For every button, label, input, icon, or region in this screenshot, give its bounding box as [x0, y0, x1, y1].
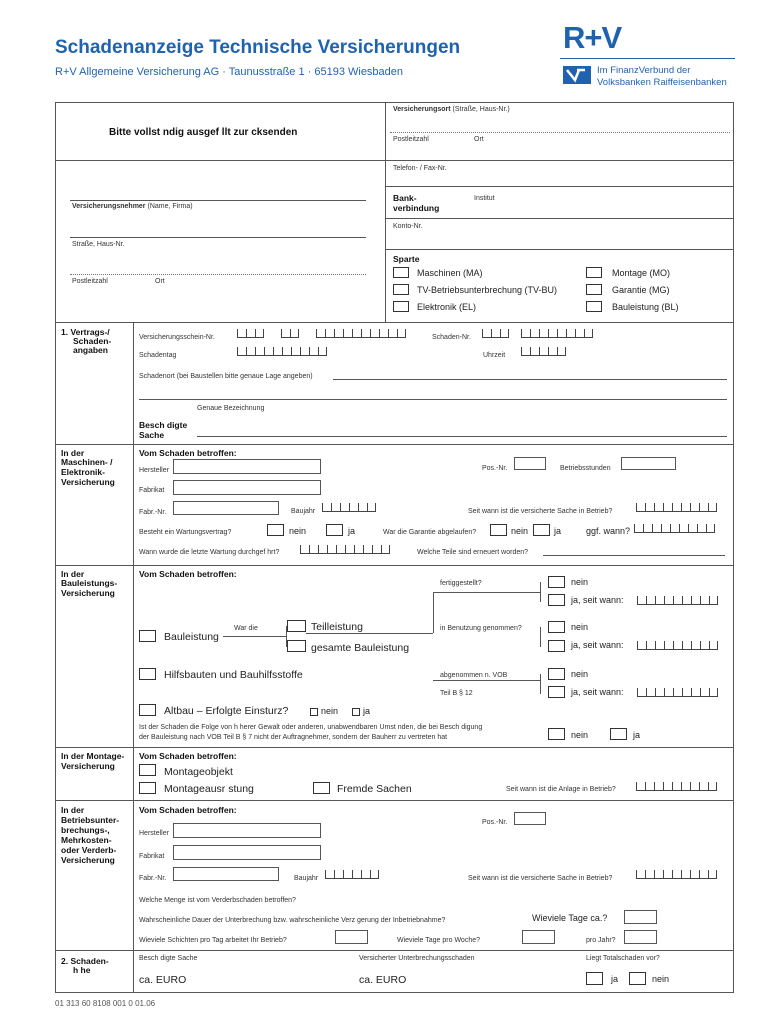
garantie-ja: ja — [554, 526, 562, 536]
teilleistung-label: Teilleistung — [311, 621, 363, 633]
ort2-label: Ort — [155, 278, 165, 285]
versicherungsort-title: Versicherungsort — [393, 106, 451, 113]
garantie-ja-checkbox[interactable] — [533, 524, 550, 536]
s2-unterbr-label: Versicherter Unterbrechungsschaden — [359, 955, 475, 962]
masch-hersteller-field[interactable] — [173, 459, 321, 474]
sparte-montage: Montage (MO) — [612, 268, 671, 278]
abgenommen-nein-checkbox[interactable] — [548, 668, 565, 680]
fertig-ja-seit: ja, seit wann: — [571, 595, 624, 605]
plz2-label: Postleitzahl — [72, 278, 108, 285]
altbau-nein-checkbox[interactable] — [310, 708, 318, 716]
betriebsstunden-field[interactable] — [621, 457, 676, 470]
teilb-label: Teil B § 12 — [440, 690, 473, 697]
bu-fabrnr-label: Fabr.-Nr. — [139, 875, 167, 882]
bauleistung-checkbox[interactable] — [139, 630, 156, 642]
schadentag-label: Schadentag — [139, 352, 177, 359]
masch-baujahr-field[interactable] — [322, 503, 376, 512]
sparte-bauleistung: Bauleistung (BL) — [612, 302, 679, 312]
bu-heading-5: oder Verderb- — [61, 845, 117, 855]
benutzung-ja-checkbox[interactable] — [548, 640, 565, 652]
connector-line-4 — [223, 636, 286, 637]
s2-total-label: Liegt Totalschaden vor? — [586, 955, 660, 962]
company-address: R+V Allgemeine Versicherung AG · Taunusstraße 1 · 65193 Wiesbaden — [55, 66, 404, 78]
folge-line-2: der Bauleistung nach VOB Teil B § 7 nicht der Auftragnehmer, sondern der Bauherr zu vertreten hat — [139, 734, 448, 741]
bu-hersteller-field[interactable] — [173, 823, 321, 838]
form-number: 01 313 60 8108 001 0 01.06 — [55, 999, 156, 1008]
projahr-label: pro Jahr? — [586, 937, 616, 944]
s2-heading-2: h he — [73, 965, 91, 975]
bu-heading-2: Betriebsunter- — [61, 815, 120, 825]
masch-fabrnr-label: Fabr.-Nr. — [139, 509, 167, 516]
checkbox-maschinen[interactable] — [393, 267, 409, 278]
total-ja: ja — [611, 974, 619, 984]
tagewoche-label: Wieviele Tage pro Woche? — [397, 937, 481, 944]
montageausr-checkbox[interactable] — [139, 782, 156, 794]
menge-label: Welche Menge ist vom Verderbschaden betroffen? — [139, 897, 296, 904]
benutzung-nein: nein — [571, 622, 589, 632]
beschaedigte-label-2: Sache — [139, 430, 165, 440]
teile-label: Welche Teile sind erneuert worden? — [417, 549, 529, 556]
beschaedigte-label-1: Besch digte — [139, 420, 188, 430]
masch-fabrikat-field[interactable] — [173, 480, 321, 495]
sparte-tvbu: TV-Betriebsunterbrechung (TV-BU) — [417, 285, 558, 295]
volksbank-logo-icon — [563, 66, 591, 84]
connector-line-2 — [433, 592, 434, 633]
altbau-ja-checkbox[interactable] — [352, 708, 360, 716]
bu-fabrnr-field[interactable] — [173, 867, 279, 881]
rv-logo: R+V — [563, 20, 622, 55]
checkbox-elektronik[interactable] — [393, 301, 409, 312]
plz-field[interactable] — [70, 274, 366, 275]
abgenommen-ja-seit: ja, seit wann: — [571, 687, 624, 697]
vn-hint: (Name, Firma) — [147, 203, 193, 210]
ort-label: Ort — [474, 136, 484, 143]
abgenommen-nein: nein — [571, 669, 589, 679]
altbau-nein: nein — [321, 706, 339, 716]
gesamt-checkbox[interactable] — [287, 640, 306, 652]
vn-label — [72, 203, 193, 210]
folge-ja: ja — [633, 730, 641, 740]
s1-heading-1: 1. Vertrags-/ — [61, 327, 110, 337]
connector-line-7 — [540, 627, 541, 647]
bu-fabrikat-label: Fabrikat — [139, 853, 165, 860]
telefon-label: Telefon- / Fax-Nr. — [393, 165, 447, 172]
connector-line-1 — [433, 592, 540, 593]
montage-heading-1: In der Montage- — [61, 751, 125, 761]
masch-heading-4: Versicherung — [61, 477, 115, 487]
folge-nein: nein — [571, 730, 589, 740]
section-rule-6 — [55, 950, 734, 951]
garantie-nein: nein — [511, 526, 529, 536]
bu-heading-3: brechungs-, — [61, 825, 110, 835]
dauer-label: Wahrscheinliche Dauer der Unterbrechung bzw. wahrscheinliche Verz gerung der Inbetriebnahme? — [139, 917, 446, 924]
masch-hersteller-label: Hersteller — [139, 467, 169, 474]
bau-heading-1: In der — [61, 569, 85, 579]
strasse-label: Straße, Haus-Nr. — [72, 241, 125, 248]
fertig-ja-seit-field[interactable] — [637, 596, 718, 605]
row-rule-3 — [385, 218, 734, 219]
bitte-label: Bitte vollst ndig ausgef llt zur cksenden — [109, 127, 298, 138]
row-rule-2 — [385, 186, 734, 187]
top-divider — [385, 102, 386, 322]
wartung-label: Besteht ein Wartungsvertrag? — [139, 529, 232, 536]
versicherungsort-field[interactable] — [390, 132, 730, 133]
versicherungsort-label — [393, 106, 510, 113]
row-rule-4 — [385, 249, 734, 250]
vsnr-field-2[interactable] — [281, 329, 299, 338]
masch-heading-1: In der — [61, 448, 85, 458]
schadenort-field[interactable] — [333, 379, 727, 380]
wartung-nein-checkbox[interactable] — [267, 524, 284, 536]
bu-vom: Vom Schaden betroffen: — [139, 805, 237, 815]
wartung-nein: nein — [289, 526, 307, 536]
montage-seit-field[interactable] — [636, 782, 717, 791]
teile-field[interactable] — [543, 555, 725, 556]
bu-posnr-field[interactable] — [514, 812, 546, 825]
form-title: Schadenanzeige Technische Versicherungen — [55, 37, 461, 58]
masch-posnr-label: Pos.-Nr. — [482, 465, 508, 472]
wartung-ja: ja — [348, 526, 356, 536]
connector-line-3 — [540, 582, 541, 602]
sparte-garantie: Garantie (MG) — [612, 285, 670, 295]
bu-seit-label: Seit wann ist die versicherte Sache in Betrieb? — [468, 875, 613, 882]
schadennr-field-2[interactable] — [521, 329, 593, 338]
ggf-wann-label: ggf. wann? — [586, 526, 631, 536]
montageobjekt-label: Montageobjekt — [164, 766, 233, 778]
left-column-divider — [133, 322, 134, 993]
section-rule-2 — [55, 444, 734, 445]
sparte-title: Sparte — [393, 254, 420, 264]
bu-baujahr-label: Baujahr — [294, 875, 319, 882]
bu-fabrikat-field[interactable] — [173, 845, 321, 860]
masch-posnr-field[interactable] — [514, 457, 546, 470]
garantie-label: War die Garantie abgelaufen? — [383, 529, 477, 536]
vsnr-label: Versicherungsschein-Nr. — [139, 334, 215, 341]
s2-euro-1: ca. EURO — [139, 974, 187, 986]
betriebsstunden-label: Betriebsstunden — [560, 465, 611, 472]
benutzung-ja-seit-field[interactable] — [637, 641, 718, 650]
benutzung-label: in Benutzung genommen? — [440, 625, 522, 632]
tagewoche-field[interactable] — [522, 930, 555, 944]
versicherungsort-hint: (Straße, Haus-Nr.) — [452, 106, 510, 113]
schadennr-field[interactable] — [482, 329, 509, 338]
checkbox-montage[interactable] — [586, 267, 602, 278]
fertig-nein: nein — [571, 577, 589, 587]
checkbox-garantie[interactable] — [586, 284, 602, 295]
uhrzeit-field[interactable] — [521, 347, 566, 356]
beschaedigte-field[interactable] — [197, 436, 727, 437]
hilfsbauten-checkbox[interactable] — [139, 668, 156, 680]
vsnr-field[interactable] — [237, 329, 264, 338]
s2-heading-1: 2. Schaden- — [61, 956, 109, 966]
masch-baujahr-label: Baujahr — [291, 508, 316, 515]
bu-baujahr-field[interactable] — [325, 870, 379, 879]
header-rule — [560, 58, 735, 59]
masch-heading-3: Elektronik- — [61, 467, 105, 477]
abgenommen-label: abgenommen n. VOB — [440, 672, 508, 679]
total-nein: nein — [652, 974, 670, 984]
fremde-checkbox[interactable] — [313, 782, 330, 794]
hilfsbauten-label: Hilfsbauten und Bauhilfsstoffe — [164, 669, 303, 681]
altbau-ja: ja — [363, 706, 371, 716]
schadennr-label: Schaden-Nr. — [432, 334, 471, 341]
bau-vom: Vom Schaden betroffen: — [139, 569, 237, 579]
garantie-nein-checkbox[interactable] — [490, 524, 507, 536]
konto-label: Konto-Nr. — [393, 223, 423, 230]
war-die-label: War die — [234, 625, 258, 632]
s1-heading-2: Schaden- — [73, 336, 112, 346]
vn-field[interactable] — [70, 200, 366, 201]
section-rule-3 — [55, 565, 734, 566]
montage-heading-2: Versicherung — [61, 761, 115, 771]
bank-label-2: verbindung — [393, 203, 440, 213]
tage-label: Wieviele Tage ca.? — [532, 913, 608, 923]
fremde-label: Fremde Sachen — [337, 783, 412, 795]
section-rule-1 — [55, 322, 734, 323]
folge-nein-checkbox[interactable] — [548, 728, 565, 740]
masch-fabrnr-field[interactable] — [173, 501, 279, 515]
s2-besch-label: Besch digte Sache — [139, 955, 198, 962]
tage-field[interactable] — [624, 910, 657, 924]
teilleistung-checkbox[interactable] — [287, 620, 306, 632]
folge-line-1: Ist der Schaden die Folge von h herer Gewalt oder anderen, unabwendbaren Umst nden, die bei Besch digung — [139, 724, 483, 731]
postleitzahl-label: Postleitzahl — [393, 136, 429, 143]
altbau-checkbox[interactable] — [139, 704, 156, 716]
montage-vom: Vom Schaden betroffen: — [139, 751, 237, 761]
s1-heading-3: angaben — [73, 345, 108, 355]
schadenort-field-2[interactable] — [139, 399, 727, 400]
schichten-field[interactable] — [335, 930, 368, 944]
verbund-line-2: Volksbanken Raiffeisenbanken — [597, 77, 727, 88]
masch-vom: Vom Schaden betroffen: — [139, 448, 237, 458]
masch-fabrikat-label: Fabrikat — [139, 487, 165, 494]
institut-label: Institut — [474, 195, 495, 202]
vsnr-field-3[interactable] — [316, 329, 406, 338]
sparte-maschinen: Maschinen (MA) — [417, 268, 483, 278]
schadenort-label: Schadenort (bei Baustellen bitte genaue Lage angeben) — [139, 373, 313, 380]
section-rule-5 — [55, 800, 734, 801]
fertig-nein-checkbox[interactable] — [548, 576, 565, 588]
total-ja-checkbox[interactable] — [586, 972, 603, 985]
altbau-label: Altbau – Erfolgte Einsturz? — [164, 705, 289, 717]
checkbox-bauleistung-sparte[interactable] — [586, 301, 602, 312]
abgenommen-ja-checkbox[interactable] — [548, 686, 565, 698]
folge-ja-checkbox[interactable] — [610, 728, 627, 740]
abgenommen-ja-seit-field[interactable] — [637, 688, 718, 697]
bitte-box-bottom — [55, 160, 385, 161]
montage-seit-label: Seit wann ist die Anlage in Betrieb? — [506, 786, 616, 793]
sparte-elektronik: Elektronik (EL) — [417, 302, 477, 312]
masch-heading-2: Maschinen- / — [61, 457, 113, 467]
bank-label-1: Bank- — [393, 193, 417, 203]
wartung-ja-checkbox[interactable] — [326, 524, 343, 536]
connector-line-9 — [540, 674, 541, 694]
letzte-wartung-label: Wann wurde die letzte Wartung durchgef hrt? — [139, 549, 280, 556]
s2-euro-2: ca. EURO — [359, 974, 407, 986]
uhrzeit-label: Uhrzeit — [483, 352, 506, 359]
masch-seit-field[interactable] — [636, 503, 717, 512]
connector-line-6 — [306, 633, 433, 634]
strasse-field[interactable] — [70, 237, 366, 238]
ggf-wann-field[interactable] — [634, 524, 715, 533]
bau-heading-3: Versicherung — [61, 588, 115, 598]
montageausr-label: Montageausr stung — [164, 783, 254, 795]
total-nein-checkbox[interactable] — [629, 972, 646, 985]
benutzung-ja-seit: ja, seit wann: — [571, 640, 624, 650]
section-rule-4 — [55, 747, 734, 748]
bu-heading-6: Versicherung — [61, 855, 115, 865]
verbund-line-1: Im FinanzVerbund der — [597, 65, 691, 76]
bu-heading-4: Mehrkosten- — [61, 835, 112, 845]
bu-seit-field[interactable] — [636, 870, 717, 879]
connector-line-8 — [433, 680, 540, 681]
gesamt-label: gesamte Bauleistung — [311, 642, 410, 654]
genaue-label: Genaue Bezeichnung — [197, 405, 265, 412]
bauleistung-label: Bauleistung — [164, 631, 219, 643]
schichten-label: Wieviele Schichten pro Tag arbeitet Ihr Betrieb? — [139, 937, 287, 944]
checkbox-tvbu[interactable] — [393, 284, 409, 295]
vn-title: Versicherungsnehmer — [72, 203, 146, 210]
row-rule-1 — [385, 160, 734, 161]
bu-posnr-label: Pos.-Nr. — [482, 819, 508, 826]
montageobjekt-checkbox[interactable] — [139, 764, 156, 776]
masch-seit-label: Seit wann ist die versicherte Sache in Betrieb? — [468, 508, 613, 515]
projahr-field[interactable] — [624, 930, 657, 944]
bu-heading-1: In der — [61, 805, 85, 815]
bu-hersteller-label: Hersteller — [139, 830, 169, 837]
fertig-label: fertiggestellt? — [440, 580, 482, 587]
letzte-wartung-field[interactable] — [300, 545, 390, 554]
bau-heading-2: Bauleistungs- — [61, 578, 118, 588]
schadentag-field[interactable] — [237, 347, 327, 356]
benutzung-nein-checkbox[interactable] — [548, 621, 565, 633]
fertig-ja-checkbox[interactable] — [548, 594, 565, 606]
